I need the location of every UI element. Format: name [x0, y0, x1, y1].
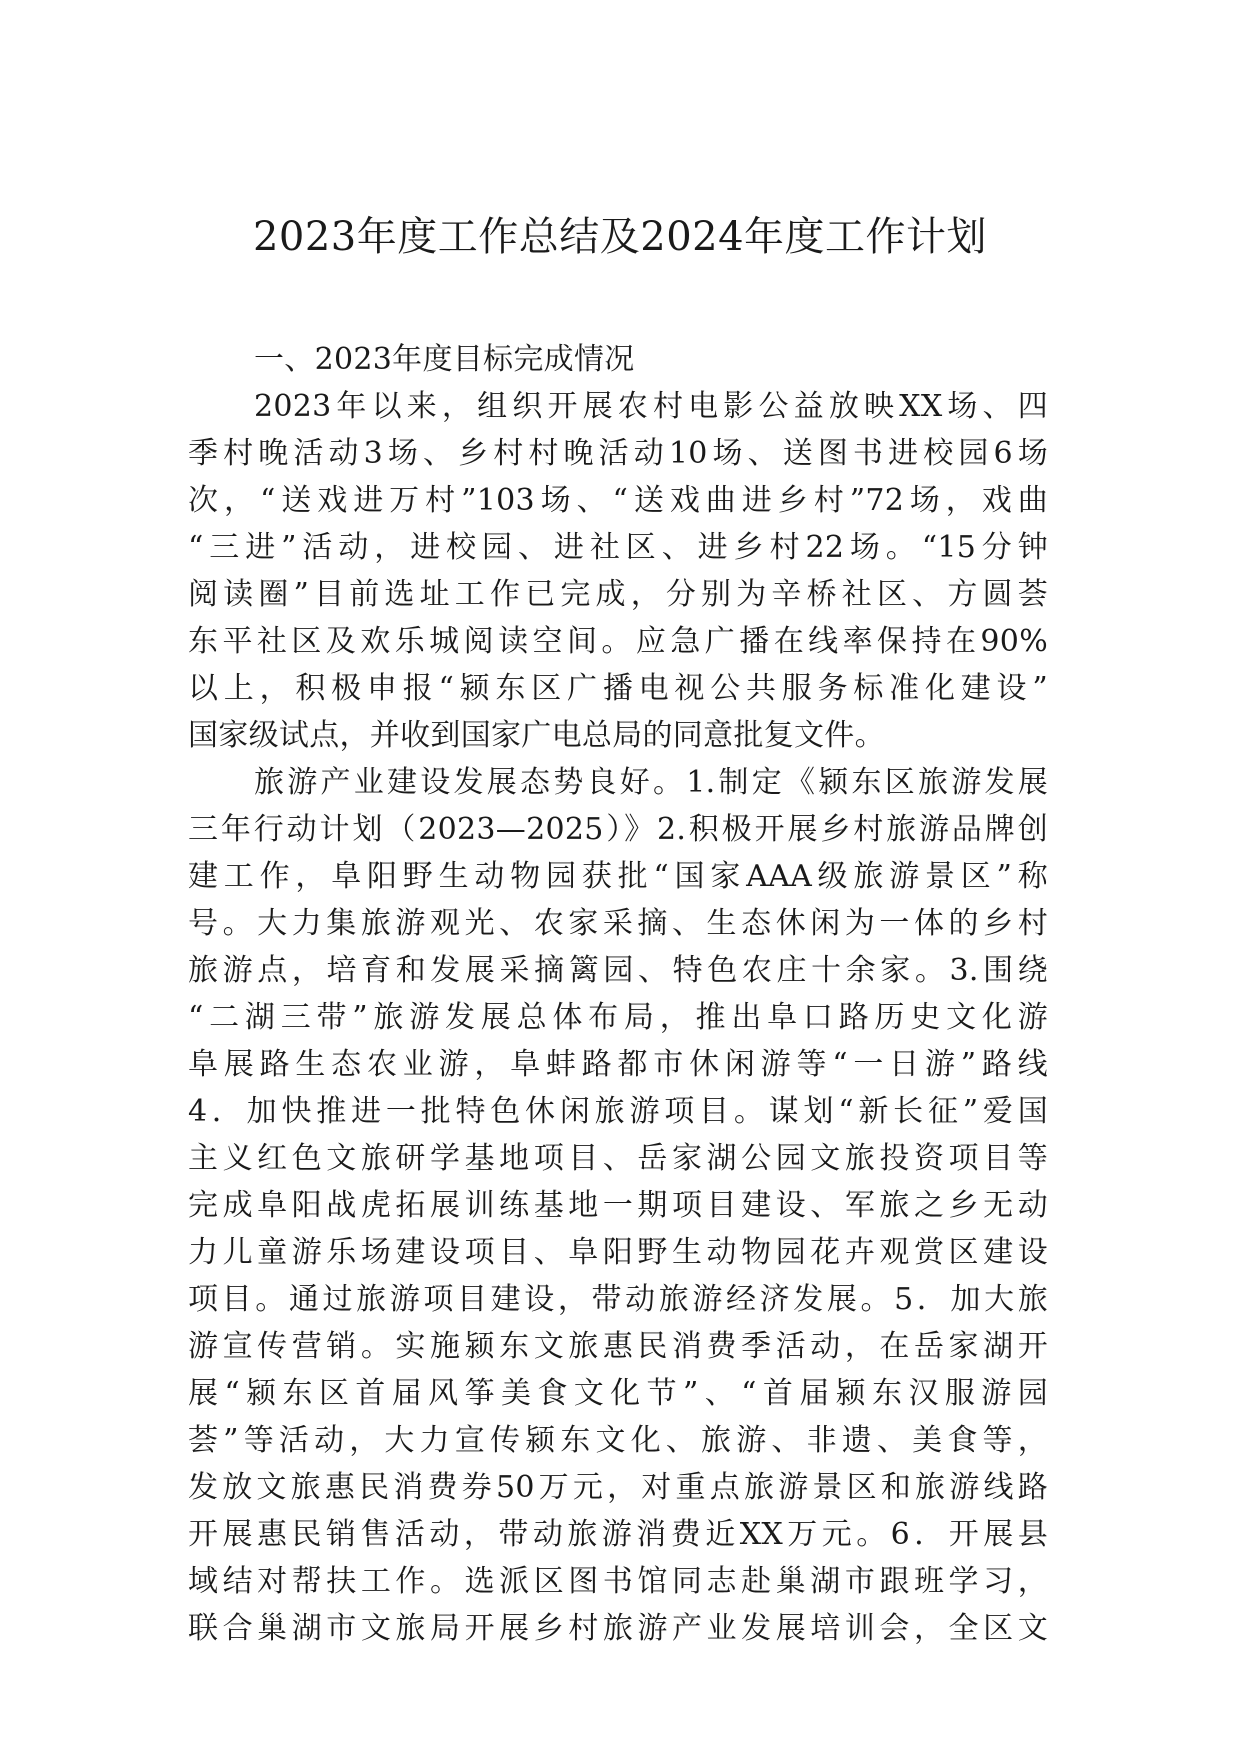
- paragraph-line: 4．加快推进一批特色休闲旅游项目。谋划“新长征”爱国: [188, 1094, 1048, 1129]
- paragraph-line: 展“颍东区首届风筝美食文化节”、“首届颍东汉服游园: [188, 1376, 1048, 1411]
- paragraph-line: 开展惠民销售活动，带动旅游消费近XX万元。6．开展县: [188, 1517, 1048, 1552]
- paragraph-line: 荟”等活动，大力宣传颍东文化、旅游、非遗、美食等，: [188, 1423, 1048, 1458]
- paragraph-line: 东平社区及欢乐城阅读空间。应急广播在线率保持在90%: [188, 624, 1048, 659]
- document-body: [188, 336, 1048, 1652]
- paragraph-line: 游宣传营销。实施颍东文旅惠民消费季活动，在岳家湖开: [188, 1329, 1048, 1364]
- paragraph-line: 三年行动计划（2023—2025）》2.积极开展乡村旅游品牌创: [188, 812, 1048, 847]
- paragraph-line: 国家级试点，并收到国家广电总局的同意批复文件。: [188, 718, 885, 753]
- paragraph-line: 域结对帮扶工作。选派区图书馆同志赴巢湖市跟班学习，: [188, 1564, 1048, 1599]
- paragraph-line: 季村晚活动3场、乡村村晚活动10场、送图书进校园6场: [188, 436, 1048, 471]
- paragraph-line: 发放文旅惠民消费券50万元，对重点旅游景区和旅游线路: [188, 1470, 1048, 1505]
- paragraph-line: 建工作，阜阳野生动物园获批“国家AAA级旅游景区”称: [188, 859, 1048, 894]
- paragraph-line: 以上，积极申报“颍东区广播电视公共服务标准化建设”: [188, 671, 1048, 706]
- section-heading: 一、2023年度目标完成情况: [254, 342, 635, 377]
- paragraph-line: 2023年以来，组织开展农村电影公益放映XX场、四: [254, 389, 1048, 424]
- document-title: 2023年度工作总结及2024年度工作计划: [252, 214, 988, 260]
- paragraph-line: 力儿童游乐场建设项目、阜阳野生动物园花卉观赏区建设: [188, 1235, 1048, 1270]
- paragraph-line: 阜展路生态农业游，阜蚌路都市休闲游等“一日游”路线: [188, 1047, 1048, 1082]
- paragraph-line: 旅游产业建设发展态势良好。1.制定《颍东区旅游发展: [254, 765, 1048, 800]
- paragraph-culture-services: [188, 383, 1048, 759]
- paragraph-line: 联合巢湖市文旅局开展乡村旅游产业发展培训会，全区文: [188, 1611, 1048, 1646]
- paragraph-line: 项目。通过旅游项目建设，带动旅游经济发展。5．加大旅: [188, 1282, 1048, 1317]
- paragraph-line: 主义红色文旅研学基地项目、岳家湖公园文旅投资项目等: [188, 1141, 1048, 1176]
- paragraph-line: 旅游点，培育和发展采摘篱园、特色农庄十余家。3.围绕: [188, 953, 1048, 988]
- paragraph-line: “三进”活动，进校园、进社区、进乡村22场。“15分钟: [188, 530, 1048, 565]
- paragraph-line: 完成阜阳战虎拓展训练基地一期项目建设、军旅之乡无动: [188, 1188, 1048, 1223]
- paragraph-line: “二湖三带”旅游发展总体布局，推出阜口路历史文化游: [188, 1000, 1048, 1035]
- paragraph-tourism-industry: [188, 759, 1048, 1652]
- paragraph-line: 阅读圈”目前选址工作已完成，分别为辛桥社区、方圆荟: [188, 577, 1048, 612]
- paragraph-line: 号。大力集旅游观光、农家采摘、生态休闲为一体的乡村: [188, 906, 1048, 941]
- paragraph-line: 次，“送戏进万村”103场、“送戏曲进乡村”72场，戏曲: [188, 483, 1048, 518]
